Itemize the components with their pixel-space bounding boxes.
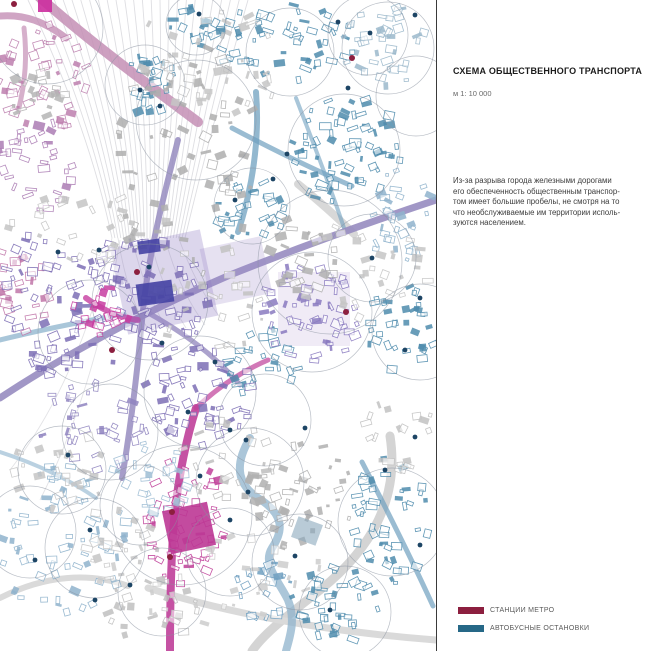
page-title: СХЕМА ОБЩЕСТВЕННОГО ТРАНСПОРТА (453, 66, 643, 76)
description-line: его обеспеченность общественным транспор- (453, 186, 620, 196)
legend-label-bus: АВТОБУСНЫЕ ОСТАНОВКИ (490, 624, 590, 632)
metro-color-swatch (458, 607, 484, 614)
bus-color-swatch (458, 625, 484, 632)
description-line: зуются населением. (453, 218, 526, 228)
description-line: что необслуживаемые им территории исполь- (453, 207, 621, 217)
map-legend (458, 601, 589, 637)
description-line: том имеет большие пробелы, не смотря на то (453, 197, 620, 207)
legend-item-bus-stops (458, 619, 589, 637)
map-description (453, 176, 620, 229)
info-panel (436, 0, 650, 651)
legend-item-metro-stations (458, 601, 589, 619)
description-line: Из-за разрыва города железными дорогами (453, 176, 612, 185)
map-scale-label: м 1: 10 000 (453, 89, 492, 98)
legend-label-metro: СТАНЦИИ МЕТРО (490, 606, 555, 614)
